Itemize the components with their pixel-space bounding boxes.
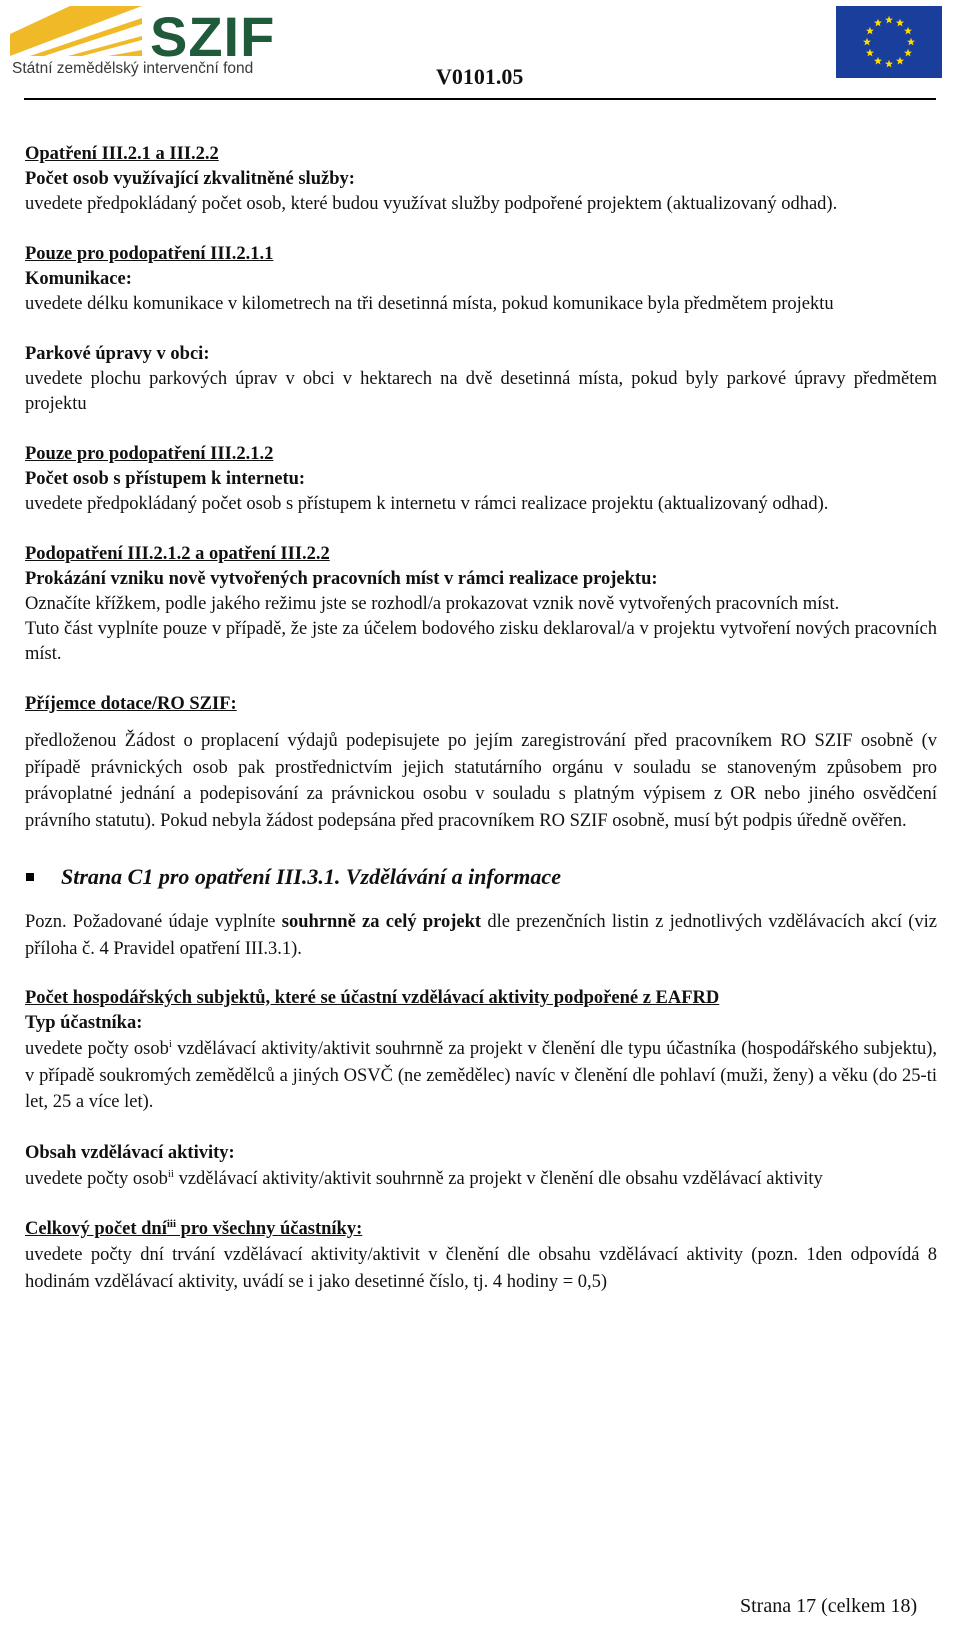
section-new-jobs <box>25 542 937 667</box>
text-part: uvedete počty osob <box>25 1168 168 1189</box>
section-title: Počet hospodářských subjektů, které se účastní vzdělávací aktivity podpořené z EAFRD <box>25 988 720 1008</box>
title-part: Celkový počet dní <box>25 1219 167 1239</box>
field-label: Počet osob využívající zkvalitněné služby: <box>25 169 355 189</box>
section-park-adjustments <box>25 342 937 417</box>
text-part: uvedete počty osob <box>25 1039 169 1059</box>
szif-sunrays-icon <box>10 6 142 56</box>
field-label: Typ účastníka: <box>25 1013 143 1033</box>
header-divider <box>24 98 936 100</box>
section-title: Pouze pro podopatření III.2.1.1 <box>25 244 274 264</box>
bullet-heading <box>26 864 937 889</box>
page-header <box>0 0 960 104</box>
title-part: pro všechny účastníky: <box>176 1219 363 1239</box>
section-submeasure-3-2-1-1 <box>25 242 937 317</box>
text-part: vzdělávací aktivity/aktivit souhrnně za projekt v členění dle typu účastníka (hospodářského subjektu), v případě soukromých zemědělců a jiných OSVČ (ne zemědělec) navíc v členění dle pohlaví (muži, ženy) a věku (do 25-ti let, 25 a více let). <box>25 1039 937 1112</box>
section-participants <box>25 986 937 1116</box>
footnote-marker: iii <box>166 1217 177 1230</box>
section-title: Pouze pro podopatření III.2.1.2 <box>25 444 274 464</box>
bullet-square-icon <box>26 873 34 881</box>
field-description: Označíte křížkem, podle jakého režimu jste se rozhodl/a prokazovat vznik nově vytvořených pracovních míst. <box>25 594 840 614</box>
field-label: Parkové úpravy v obci: <box>25 344 210 364</box>
note-text-pre: Pozn. Požadované údaje vyplníte <box>25 912 282 932</box>
section-activity-content <box>25 1141 937 1193</box>
field-description <box>25 1036 937 1116</box>
document-body <box>25 142 937 1295</box>
section-title: Opatření III.2.1 a III.2.2 <box>25 144 219 164</box>
field-label: Komunikace: <box>25 269 132 289</box>
footnote-marker: ii <box>167 1167 174 1180</box>
field-label: Obsah vzdělávací aktivity: <box>25 1142 235 1163</box>
field-label: Prokázání vzniku nově vytvořených pracovních míst v rámci realizace projektu: <box>25 569 658 589</box>
section-recipient <box>25 692 937 834</box>
field-description: uvedete předpokládaný počet osob s přístupem k internetu v rámci realizace projektu (aktualizovaný odhad). <box>25 494 829 514</box>
field-description: Tuto část vyplníte pouze v případě, že jste za účelem bodového zisku deklaroval/a v projektu vytvoření nových pracovních míst. <box>25 619 937 664</box>
page-number: Strana 17 (celkem 18) <box>740 1595 918 1617</box>
field-description: uvedete počty dní trvání vzdělávací aktivity/aktivit v členění dle obsahu vzdělávací aktivity (pozn. 1den odpovídá 8 hodinám vzdělávací aktivity, uvádí se i jako desetinné číslo, tj. 4 hodiny = 0,5) <box>25 1245 937 1292</box>
note-text-bold: souhrnně za celý projekt <box>281 912 482 932</box>
logo-subtitle: Státní zemědělský intervenční fond <box>12 60 254 77</box>
szif-logo <box>10 5 276 82</box>
section-submeasure-3-2-1-2 <box>25 442 937 517</box>
logo-wordmark: SZIF <box>150 5 276 68</box>
field-description: předloženou Žádost o proplacení výdajů podepisujete po jejím zaregistrování před pracovníkem RO SZIF osobně (v případě právnických osob pak prostřednictvím jejich statutárního orgánu v souladu se stanoveným způsobem pro právoplatné jednání a podepisování za právnickou osobu v souladu s platným výpisem z OR nebo jiného osvědčení právního statutu). Pokud nebyla žádost podepsána před pracovníkem RO SZIF osobně, musí být podpis úředně ověřen. <box>25 731 937 831</box>
field-label: Počet osob s přístupem k internetu: <box>25 469 306 489</box>
field-description: uvedete předpokládaný počet osob, které budou využívat služby podpořené projektem (aktualizovaný odhad). <box>25 194 838 214</box>
section-title <box>25 1217 937 1242</box>
field-description: uvedete plochu parkových úprav v obci v hektarech na dvě desetinná místa, pokud byly parkové úpravy předmětem projektu <box>25 369 937 414</box>
footnote-marker: i <box>168 1037 172 1050</box>
section-title: Příjemce dotace/RO SZIF: <box>25 694 237 714</box>
eu-flag-icon <box>836 6 942 78</box>
version-label: V0101.05 <box>436 64 524 89</box>
section-title: Podopatření III.2.1.2 a opatření III.2.2 <box>25 544 330 564</box>
section-total-days <box>25 1217 937 1295</box>
bullet-heading-text: Strana C1 pro opatření III.3.1. Vzdělávání a informace <box>61 864 561 889</box>
text-part: vzdělávací aktivity/aktivit souhrnně za projekt v členění dle obsahu vzdělávací aktivity <box>173 1168 823 1189</box>
note-paragraph <box>25 909 937 962</box>
field-description: uvedete délku komunikace v kilometrech na tři desetinná místa, pokud komunikace byla předmětem projektu <box>25 294 834 314</box>
note-text-post: dle prezenčních listin z jednotlivých vzdělávacích akcí (viz příloha č. 4 Pravidel opatření III.3.1). <box>25 912 938 959</box>
field-description <box>25 1166 937 1193</box>
section-measure-3-2 <box>25 142 937 217</box>
